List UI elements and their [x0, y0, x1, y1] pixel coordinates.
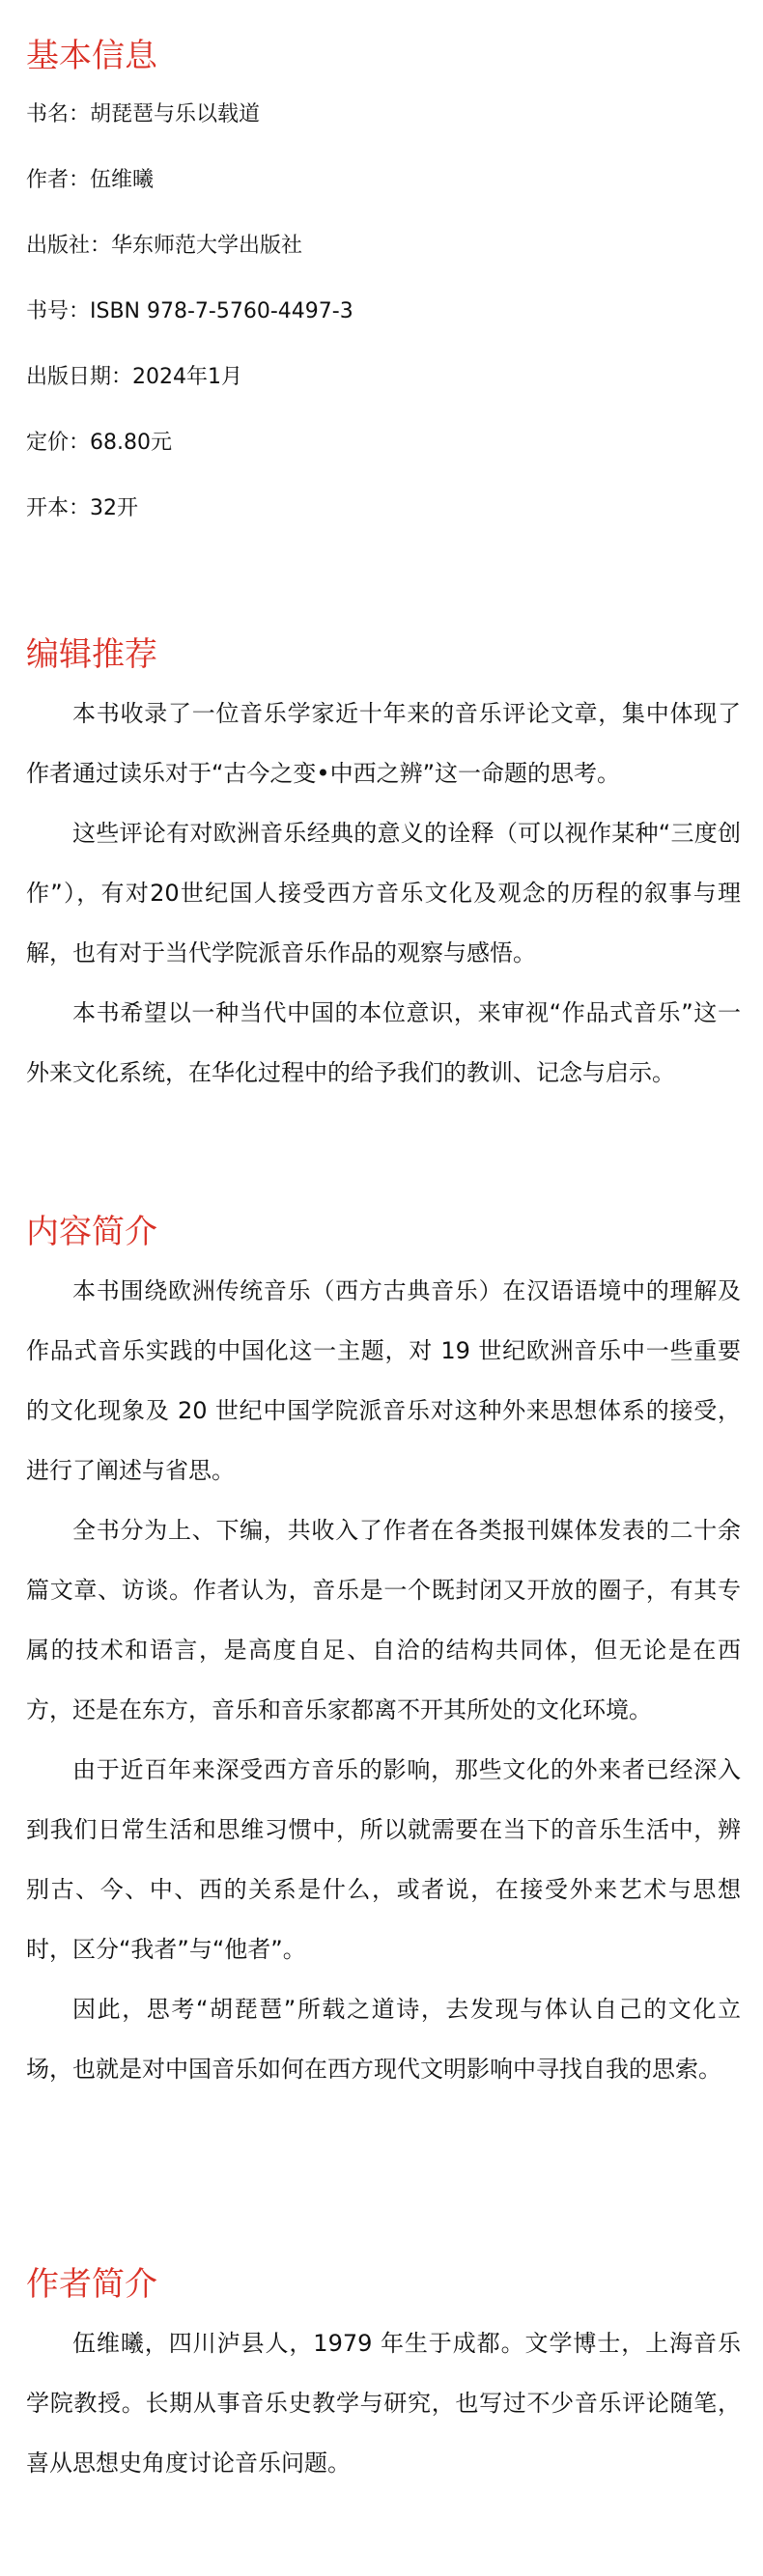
summary-paragraph: 全书分为上、下编，共收入了作者在各类报刊媒体发表的二十余篇文章、访谈。作者认为，音乐是一个既封闭又开放的圈子，有其专属的技术和语言，是高度自足、自洽的结构共同体，但无论是在西方，还是在东方，音乐和音乐家都离不开其所处的文化环境。: [26, 1517, 741, 1723]
format-line: 开本：32开: [26, 496, 138, 520]
content-summary-section: [26, 1211, 741, 2099]
summary-paragraph: 由于近百年来深受西方音乐的影响，那些文化的外来者已经深入到我们日常生活和思维习惯中，所以就需要在当下的音乐生活中，辨别古、今、中、西的关系是什么，或者说，在接受外来艺术与思想时，区分“我者”与“他者”。: [26, 1756, 741, 1963]
editor-paragraph: 本书收录了一位音乐学家近十年来的音乐评论文章，集中体现了作者通过读乐对于“古今之变•中西之辨”这一命题的思考。: [26, 700, 741, 787]
publish-date-line: 出版日期：2024年1月: [26, 365, 242, 389]
basic-info-title: 基本信息: [26, 37, 157, 75]
book-title-line: 书名：胡琵琶与乐以载道: [26, 102, 261, 126]
basic-info-section: [26, 35, 741, 525]
editor-recommendation-title: 编辑推荐: [26, 635, 157, 674]
publisher-line: 出版社：华东师范大学出版社: [26, 234, 303, 258]
summary-paragraph: 因此，思考“胡琵琶”所载之道诗，去发现与体认自己的文化立场，也就是对中国音乐如何在西方现代文明影响中寻找自我的思索。: [26, 1996, 741, 2083]
price-line: 定价：68.80元: [26, 431, 172, 455]
author-paragraph: 伍维曦，四川泸县人，1979 年生于成都。文学博士，上海音乐学院教授。长期从事音乐史教学与研究，也写过不少音乐评论随笔，喜从思想史角度讨论音乐问题。: [26, 2330, 741, 2477]
author-intro-section: [26, 2263, 741, 2493]
editor-paragraph: 这些评论有对欧洲音乐经典的意义的诠释（可以视作某种“三度创作”），有对20世纪国人接受西方音乐文化及观念的历程的叙事与理解，也有对于当代学院派音乐作品的观察与感悟。: [26, 820, 741, 966]
content-summary-title: 内容简介: [26, 1213, 157, 1251]
editor-recommendation-section: [26, 633, 741, 1103]
author-line: 作者：伍维曦: [26, 168, 155, 192]
author-intro-title: 作者简介: [26, 2265, 157, 2304]
isbn-line: 书号：ISBN 978-7-5760-4497-3: [26, 299, 353, 323]
summary-paragraph: 本书围绕欧洲传统音乐（西方古典音乐）在汉语语境中的理解及作品式音乐实践的中国化这一主题，对 19 世纪欧洲音乐中一些重要的文化现象及 20 世纪中国学院派音乐对这种外来思想体系的接受，进行了阐述与省思。: [26, 1277, 741, 1484]
editor-paragraph: 本书希望以一种当代中国的本位意识，来审视“作品式音乐”这一外来文化系统，在华化过程中的给予我们的教训、记念与启示。: [26, 999, 741, 1086]
